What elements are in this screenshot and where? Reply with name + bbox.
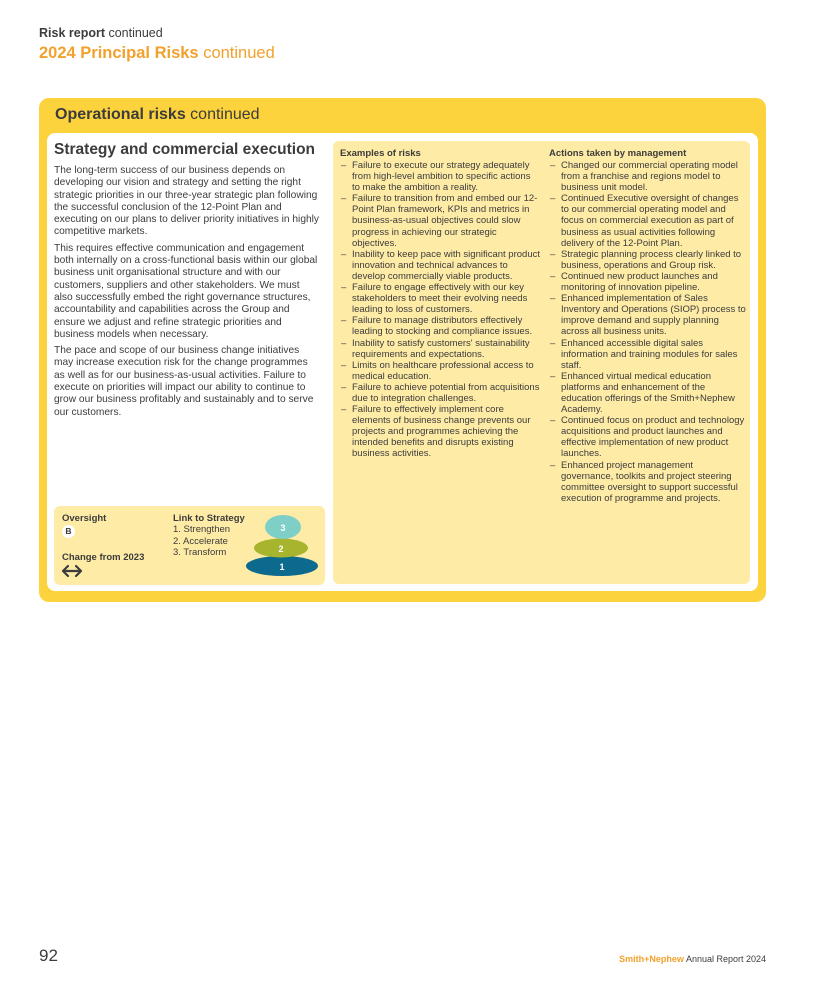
horizontal-double-arrow-icon bbox=[61, 564, 83, 583]
strategy-item: 3. Transform bbox=[173, 547, 227, 558]
action-item: – Enhanced project management governance, toolkits and project steering committee oversight to support successful execution of programme and projects. bbox=[549, 460, 746, 504]
action-item: – Continued Executive oversight of changes to our commercial operating model and focus on commercial execution as part of business as usual activities following delivery of the 12-Point Plan. bbox=[549, 193, 746, 248]
report-name: Annual Report 2024 bbox=[685, 954, 766, 964]
example-item: – Inability to satisfy customers' sustainability requirements and expectations. bbox=[340, 338, 540, 360]
section-label bbox=[39, 26, 275, 40]
page-title-bold: 2024 Principal Risks bbox=[39, 44, 199, 62]
examples-list bbox=[340, 160, 540, 460]
stone-2-label: 2 bbox=[278, 544, 284, 554]
panel-title-suffix: continued bbox=[190, 106, 260, 123]
oversight-label: Oversight bbox=[62, 513, 107, 524]
examples-heading: Examples of risks bbox=[340, 148, 421, 159]
panel-title bbox=[55, 106, 260, 124]
risk-paragraph: This requires effective communication and engagement both internally on a cross-functional basis within our global business unit organisational structure and with our customers, suppliers and other stakeholders. We must also successfully embed the right governance structures, accountability and capabilities across the Group and ensure we adjust and refine strategic priorities and business models when necessary. bbox=[54, 242, 318, 340]
page-title-suffix: continued bbox=[203, 44, 275, 62]
page-title bbox=[39, 44, 275, 63]
strategy-item: 2. Accelerate bbox=[173, 535, 228, 547]
action-item: – Enhanced accessible digital sales information and training modules for sales staff. bbox=[549, 338, 746, 371]
action-item: – Continued focus on product and technology acquisitions and product launches and effective implementation of new product launches. bbox=[549, 415, 746, 459]
strategy-stones-icon bbox=[244, 510, 322, 585]
operational-risks-panel bbox=[39, 98, 766, 602]
stone-1-label: 1 bbox=[279, 562, 285, 572]
action-item: – Enhanced virtual medical education platforms and enhancement of the education offerings of the Smith+Nephew Academy. bbox=[549, 371, 746, 415]
actions-list bbox=[549, 160, 746, 504]
strategy-label: Link to Strategy bbox=[173, 513, 245, 524]
footer-brand-line bbox=[619, 954, 766, 964]
action-item: – Strategic planning process clearly linked to business, operations and Group risk. bbox=[549, 249, 746, 271]
example-item: – Failure to transition from and embed our 12-Point Plan framework, KPIs and metrics in business-as-usual objectives could slow progress in achieving our strategic objectives. bbox=[340, 193, 540, 248]
example-item: – Failure to effectively implement core elements of business change prevents our projects and programmes achieving the intended benefits and disrupts existing business activities. bbox=[340, 404, 540, 459]
example-item: – Failure to manage distributors effectively leading to stocking and compliance issues. bbox=[340, 315, 540, 337]
page-number: 92 bbox=[39, 946, 58, 965]
actions-column bbox=[549, 148, 746, 504]
example-item: – Inability to keep pace with significant product innovation and technical advances to develop commercially viable products. bbox=[340, 249, 540, 282]
strategy-list bbox=[173, 524, 230, 559]
risk-description bbox=[54, 141, 320, 423]
example-item: – Limits on healthcare professional access to medical education. bbox=[340, 360, 540, 382]
risk-paragraph: The long-term success of our business depends on developing our vision and strategy and setting the right strategic priorities in our three-year strategic plan following the successful conclusion of the 12-Point Plan and executing on our plans to deliver priority initiatives in highly competitive markets. bbox=[54, 165, 320, 238]
action-item: – Continued new product launches and monitoring of innovation pipeline. bbox=[549, 271, 746, 293]
brand-name: Smith+Nephew bbox=[619, 954, 684, 964]
actions-heading: Actions taken by management bbox=[549, 148, 687, 159]
example-item: – Failure to engage effectively with our key stakeholders to meet their evolving needs leading to loss of customers. bbox=[340, 282, 540, 315]
strategy-item: 1. Strengthen bbox=[173, 524, 231, 535]
risk-details-box bbox=[333, 141, 750, 584]
example-item: – Failure to execute our strategy adequately from high-level ambition to specific actions to make the ambition a reality. bbox=[340, 160, 540, 193]
example-item: – Failure to achieve potential from acquisitions due to integration challenges. bbox=[340, 382, 540, 404]
stone-3-label: 3 bbox=[280, 523, 286, 533]
risk-paragraph: The pace and scope of our business change initiatives may increase execution risk for the change programmes as well as for our business-as-usual activities. Failure to execute on priorities will impact our ability to continue to grow our business profitably and sustainably and to serve our customers. bbox=[54, 345, 314, 418]
action-item: – Changed our commercial operating model from a franchise and regions model to business unit model. bbox=[549, 160, 746, 193]
change-label: Change from 2023 bbox=[62, 552, 145, 563]
panel-title-bold: Operational risks bbox=[55, 106, 186, 123]
risk-title: Strategy and commercial execution bbox=[54, 141, 316, 158]
examples-column bbox=[340, 148, 540, 460]
page-header bbox=[39, 26, 275, 63]
action-item: – Enhanced implementation of Sales Inventory and Operations (SIOP) process to improve demand and supply planning across all business units. bbox=[549, 293, 746, 337]
risk-card bbox=[47, 133, 758, 591]
risk-info-box bbox=[54, 506, 325, 585]
oversight-badge: B bbox=[62, 525, 75, 538]
section-label-bold: Risk report bbox=[39, 26, 105, 40]
section-label-suffix: continued bbox=[108, 26, 163, 40]
